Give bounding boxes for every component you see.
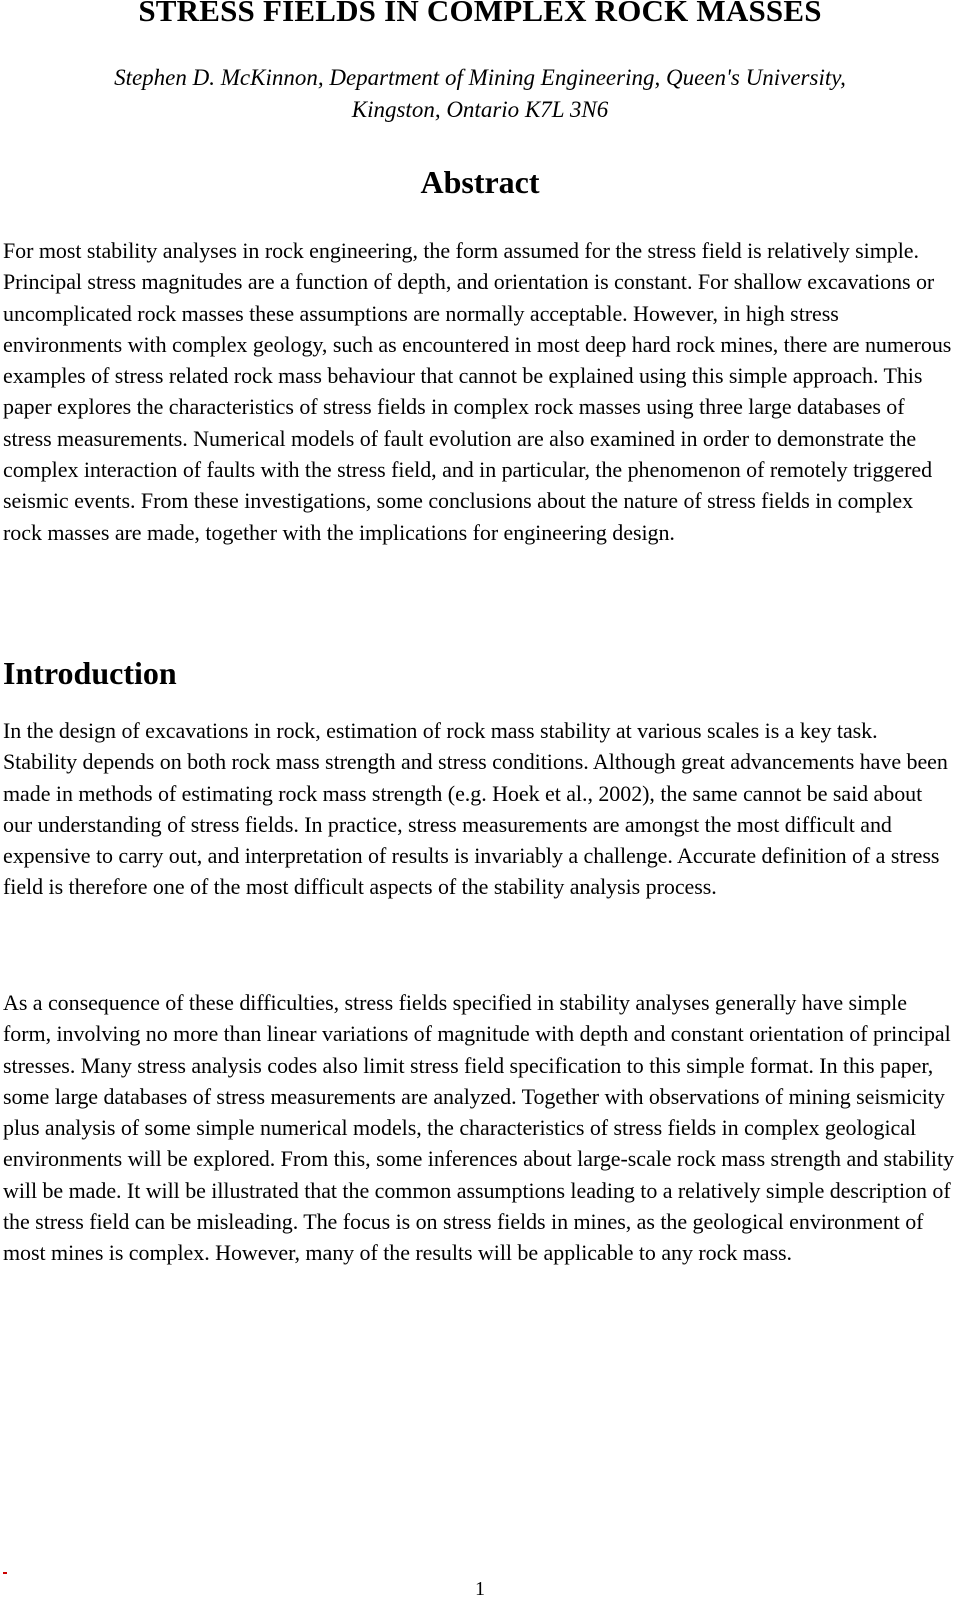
author-line-1: Stephen D. McKinnon, Department of Mining Engineering, Queen's University, bbox=[114, 65, 846, 90]
introduction-heading: Introduction bbox=[3, 655, 177, 691]
paper-title: STRESS FIELDS IN COMPLEX ROCK MASSES bbox=[138, 0, 822, 28]
abstract-paragraph: For most stability analyses in rock engineering, the form assumed for the stress field is relatively simple. Principal stress magnitudes are a function of depth, and orientation is constant. For shallow excavations or uncomplicated rock masses these assumptions are normally acceptable. However, in high stress environments with complex geology, such as encountered in most deep hard rock mines, there are numerous examples of stress related rock mass behaviour that cannot be explained using this simple approach. This paper explores the characteristics of stress fields in complex rock masses using three large databases of stress measurements. Numerical models of fault evolution are also examined in order to demonstrate the complex interaction of faults with the stress field, and in particular, the phenomenon of remotely triggered seismic events. From these investigations, some conclusions about the nature of stress fields in complex rock masses are made, together with the implications for engineering design. bbox=[3, 238, 952, 545]
margin-mark bbox=[3, 1572, 7, 1574]
author-affiliation bbox=[0, 62, 960, 126]
page-number: 1 bbox=[475, 1578, 485, 1600]
introduction-paragraph-1: In the design of excavations in rock, estimation of rock mass stability at various scales is a key task. Stability depends on both rock mass strength and stress conditions. Although great advancements have been made in methods of estimating rock mass strength (e.g. Hoek et al., 2002), the same cannot be said about our understanding of stress fields. In practice, stress measurements are amongst the most difficult and expensive to carry out, and interpretation of results is invariably a challenge. Accurate definition of a stress field is therefore one of the most difficult aspects of the stability analysis process. bbox=[3, 718, 948, 900]
author-line-2: Kingston, Ontario K7L 3N6 bbox=[351, 97, 609, 122]
abstract-heading: Abstract bbox=[420, 164, 540, 200]
introduction-paragraph-2: As a consequence of these difficulties, stress fields specified in stability analyses generally have simple form, involving no more than linear variations of magnitude with depth and constant orientation of principal stresses. Many stress analysis codes also limit stress field specification to this simple format. In this paper, some large databases of stress measurements are analyzed. Together with observations of mining seismicity plus analysis of some simple numerical models, the characteristics of stress fields in complex geological environments will be explored. From this, some inferences about large-scale rock mass strength and stability will be made. It will be illustrated that the common assumptions leading to a relatively simple description of the stress field can be misleading. The focus is on stress fields in mines, as the geological environment of most mines is complex. However, many of the results will be applicable to any rock mass. bbox=[3, 990, 954, 1266]
